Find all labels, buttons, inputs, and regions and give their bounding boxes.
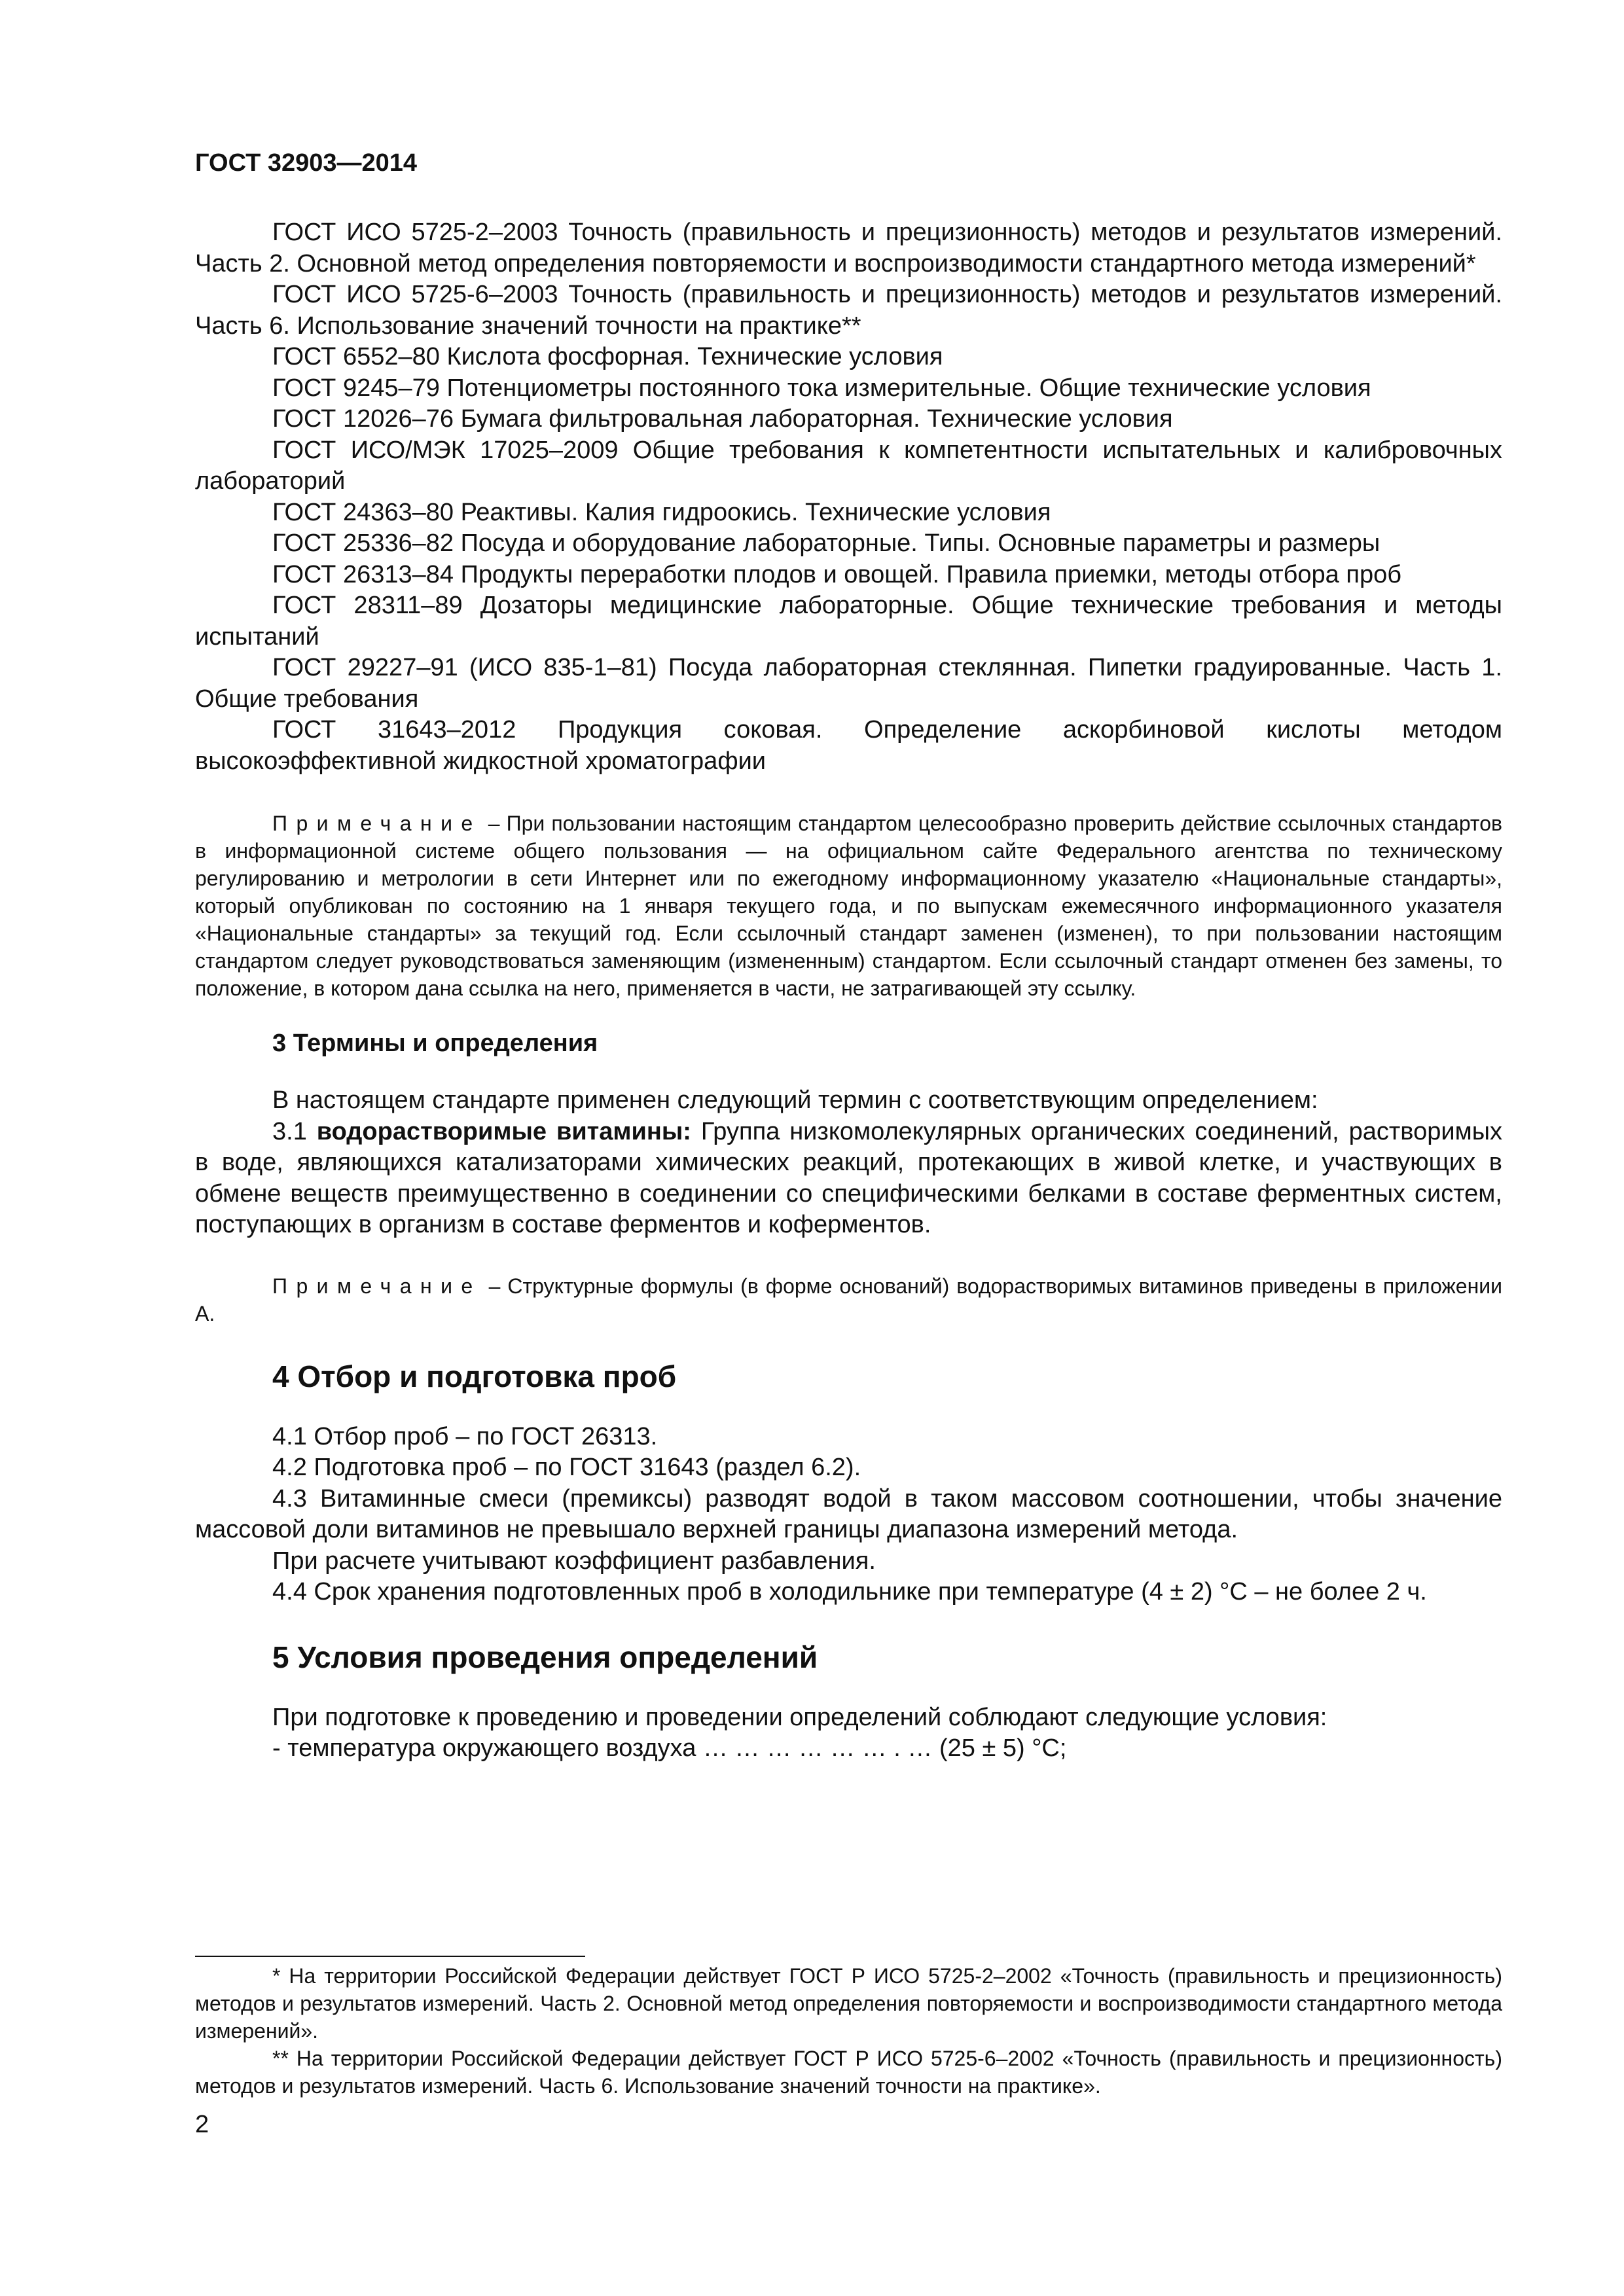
clause: 4.1 Отбор проб – по ГОСТ 26313.: [272, 1422, 658, 1450]
section-4-body: [195, 1422, 1502, 1608]
reference-item: ГОСТ ИСО 5725-2–2003 Точность (правильность и прецизионность) методов и результатов измерений. Часть 2. Основной метод определения повторяемости и воспроизводимости стандартного метода измерений*: [195, 219, 1502, 278]
term-definition: [195, 1117, 1502, 1241]
reference-item: ГОСТ 12026–76 Бумага фильтровальная лабораторная. Технические условия: [272, 405, 1173, 433]
reference-item: ГОСТ 26313–84 Продукты переработки плодов и овощей. Правила приемки, методы отбора проб: [272, 560, 1401, 588]
clause: 4.4 Срок хранения подготовленных проб в холодильнике при температуре (4 ± 2) °С – не более 2 ч.: [272, 1578, 1427, 1605]
clause: 4.2 Подготовка проб – по ГОСТ 31643 (раздел 6.2).: [272, 1454, 861, 1481]
normative-references-list: [195, 217, 1502, 777]
document-header: ГОСТ 32903—2014: [195, 149, 418, 177]
term-description: Группа низкомолекулярных органических соединений, растворимых в воде, являющихся катализаторами химических реакций, протекающих в живой клетке, и участвующих в обмене веществ преимущественно в соединении со специфическими белками в составе ферментных систем, поступающих в организм в составе ферментов и коферментов.: [195, 1117, 1503, 1238]
reference-item: ГОСТ 28311–89 Дозаторы медицинские лабораторные. Общие технические требования и методы испытаний: [195, 592, 1502, 651]
note-label: Примечание: [272, 1274, 482, 1298]
clause: При расчете учитывают коэффициент разбавления.: [272, 1547, 876, 1575]
reference-item: ГОСТ ИСО 5725-6–2003 Точность (правильность и прецизионность) методов и результатов измерений. Часть 6. Использование значений точности на практике**: [195, 281, 1502, 340]
footnotes: [195, 1962, 1502, 2100]
section-5-intro: При подготовке к проведению и проведении определений соблюдают следующие условия:: [272, 1703, 1327, 1731]
section-3-title: 3 Термины и определения: [272, 1030, 598, 1057]
page-number: 2: [195, 2111, 209, 2138]
term-name: водорастворимые витамины:: [316, 1117, 691, 1145]
references-note: [195, 810, 1502, 1002]
note-text: – При пользовании настоящим стандартом целесообразно проверить действие ссылочных стандартов в информационной системе общего пользования — на официальном сайте Федерального агентства по техническому регулированию и метрологии в сети Интернет или по ежегодному информационному указателю «Национальные стандарты», который опубликован по состоянию на 1 января текущего года, и по выпускам ежемесячного информационного указателя «Национальные стандарты» за текущий год. Если ссылочный стандарт заменен (изменен), то при пользовании настоящим стандартом следует руководствоваться заменяющим (измененным) стандартом. Если ссылочный стандарт отменен без замены, то положение, в котором дана ссылка на него, применяется в части, не затрагивающей эту ссылку.: [195, 812, 1502, 1000]
footnote-separator: [195, 1956, 585, 1957]
note-text: – Структурные формулы (в форме оснований) водорастворимых витаминов приведены в приложении А.: [195, 1274, 1502, 1325]
reference-item: ГОСТ 29227–91 (ИСО 835-1–81) Посуда лабораторная стеклянная. Пипетки градуированные. Часть 1. Общие требования: [195, 654, 1502, 713]
reference-item: ГОСТ 25336–82 Посуда и оборудование лабораторные. Типы. Основные параметры и размеры: [272, 529, 1380, 557]
reference-item: ГОСТ 6552–80 Кислота фосфорная. Технические условия: [272, 343, 943, 370]
reference-item: ГОСТ ИСО/МЭК 17025–2009 Общие требования к компетентности испытательных и калибровочных лабораторий: [195, 436, 1502, 495]
condition-item: - температура окружающего воздуха … … … … … … . … (25 ± 5) °С;: [272, 1734, 1067, 1762]
term-number: 3.1: [272, 1117, 317, 1145]
section-4-title: 4 Отбор и подготовка проб: [272, 1359, 677, 1393]
footnote: * На территории Российской Федерации действует ГОСТ Р ИСО 5725-2–2002 «Точность (правильность и прецизионность) методов и результатов измерений. Часть 2. Основной метод определения повторяемости и воспроизводимости стандартного метода измерений».: [195, 1964, 1502, 2043]
clause: 4.3 Витаминные смеси (премиксы) разводят водой в таком массовом соотношении, чтобы значение массовой доли витаминов не превышало верхней границы диапазона измерений метода.: [195, 1484, 1502, 1543]
main-content: [195, 217, 1502, 1765]
reference-item: ГОСТ 9245–79 Потенциометры постоянного тока измерительные. Общие технические условия: [272, 374, 1371, 402]
reference-item: ГОСТ 24363–80 Реактивы. Калия гидроокись. Технические условия: [272, 498, 1051, 526]
term-note: [195, 1272, 1502, 1327]
section-3-intro: В настоящем стандарте применен следующий термин с соответствующим определением:: [272, 1086, 1318, 1114]
note-label: Примечание: [272, 812, 482, 835]
footnote: ** На территории Российской Федерации действует ГОСТ Р ИСО 5725-6–2002 «Точность (правильность и прецизионность) методов и результатов измерений. Часть 6. Использование значений точности на практике».: [195, 2047, 1502, 2098]
reference-item: ГОСТ 31643–2012 Продукция соковая. Определение аскорбиновой кислоты методом высокоэффективной жидкостной хроматографии: [195, 716, 1502, 775]
section-5-title: 5 Условия проведения определений: [272, 1640, 818, 1674]
